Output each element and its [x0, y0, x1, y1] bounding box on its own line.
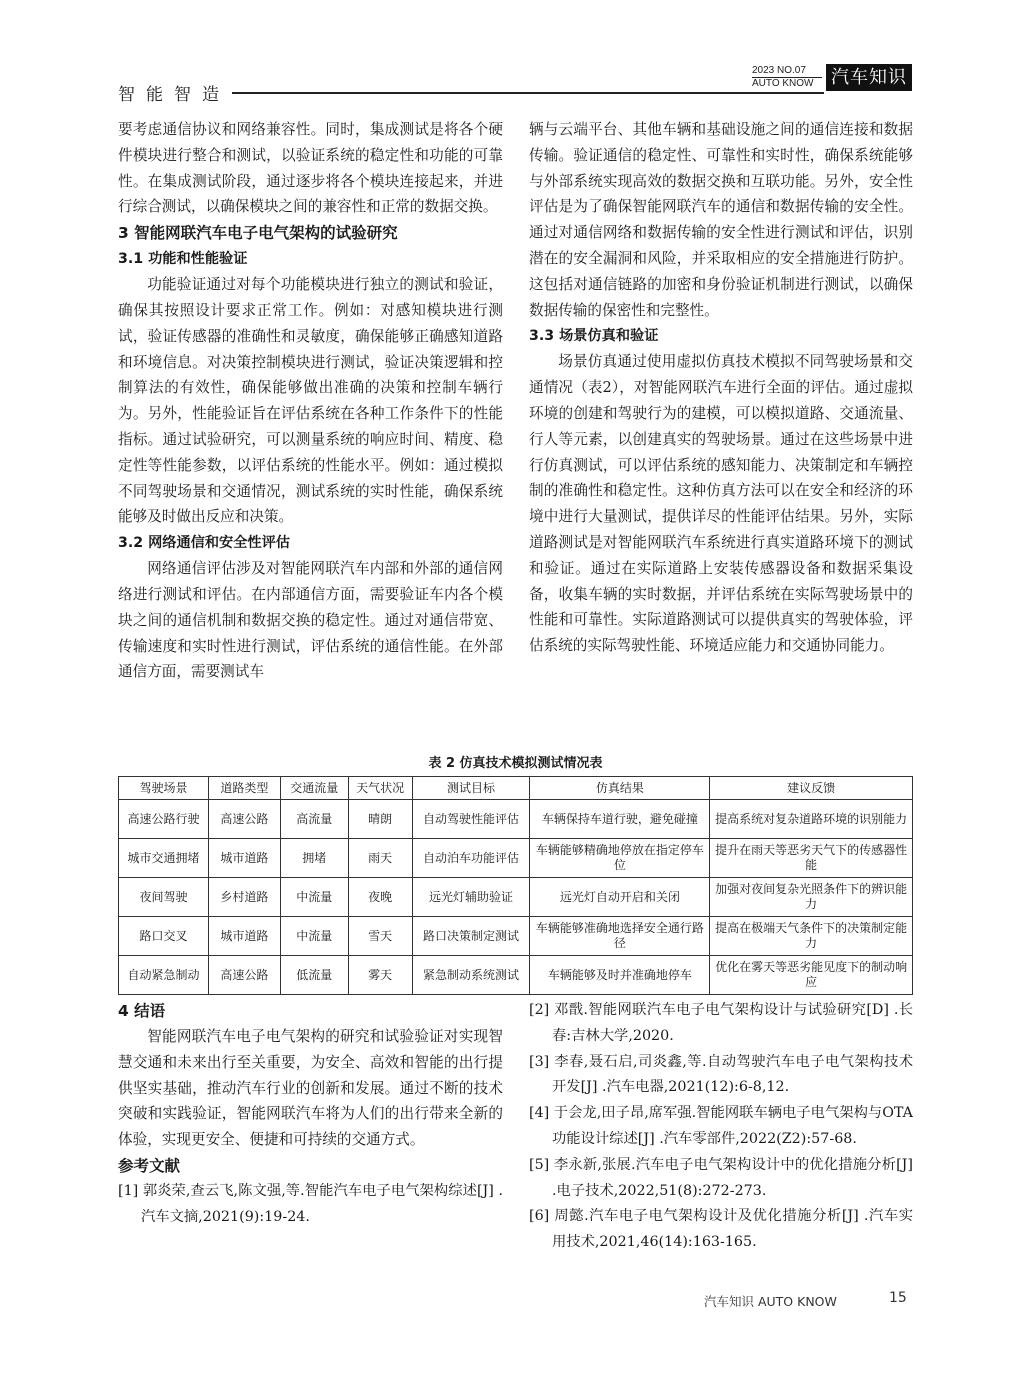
reference-item: [4] 于会龙,田子昂,席军强.智能网联车辆电子电气架构与OTA功能设计综述[J] .汽车零部件,2022(Z2):57-68.: [529, 1105, 913, 1147]
subsection-heading: 3.2 网络通信和安全性评估: [118, 535, 290, 552]
paragraph: 要考虑通信协议和网络兼容性。同时，集成测试是将各个硬件模块进行整合和测试，以验证系统的稳定性和功能的可靠性。在集成测试阶段，通过逐步将各个模块连接起来，并进行综合测试，以确保模块之间的兼容性和正常的数据交换。: [118, 121, 503, 216]
section-heading: 3 智能网联汽车电子电气架构的试验研究: [118, 224, 398, 243]
table-cell: 远光灯自动开启和关闭: [530, 878, 710, 917]
table-header: 仿真结果: [530, 777, 710, 800]
table-header: 测试目标: [412, 777, 530, 800]
table-cell: 高速公路: [208, 800, 280, 839]
table-caption: 表 2 仿真技术模拟测试情况表: [428, 756, 603, 771]
table-header: 天气状况: [348, 777, 412, 800]
subsection-heading: 3.1 功能和性能验证: [118, 251, 248, 268]
table-cell: 夜间驾驶: [119, 878, 209, 917]
right-column-bottom: [529, 998, 913, 1256]
table-cell: 车辆能够精确地停放在指定停车位: [530, 839, 710, 878]
table-cell: 自动驾驶性能评估: [412, 800, 530, 839]
table-cell: 提高在极端天气条件下的决策制定能力: [710, 917, 913, 956]
table-cell: 提升在雨天等恶劣天气下的传感器性能: [710, 839, 913, 878]
table-header: 交通流量: [280, 777, 348, 800]
table-row: [119, 917, 913, 956]
table-row: [119, 839, 913, 878]
reference-item: [3] 李春,聂石启,司炎鑫,等.自动驾驶汽车电子电气架构技术开发[J] .汽车电器,2021(12):6-8,12.: [529, 1053, 913, 1096]
magazine-en: AUTO KNOW: [752, 78, 814, 89]
table-cell: 夜晚: [348, 878, 412, 917]
table-cell: 自动泊车功能评估: [412, 839, 530, 878]
table-cell: 低流量: [280, 956, 348, 995]
table-header-row: [119, 777, 913, 800]
table-row: [119, 800, 913, 839]
reference-item: [6] 周懿.汽车电子电气架构设计及优化措施分析[J] .汽车实用技术,2021,46(14):163-165.: [529, 1208, 913, 1251]
table-cell: 路口交叉: [119, 917, 209, 956]
table-cell: 雨天: [348, 839, 412, 878]
table-cell: 拥堵: [280, 839, 348, 878]
header-rule: [232, 92, 824, 94]
table-header: 道路类型: [208, 777, 280, 800]
left-column-top: [118, 117, 503, 685]
section-heading: 4 结语: [118, 1002, 166, 1020]
table-cell: 优化在雾天等恶劣能见度下的制动响应: [710, 956, 913, 995]
references-heading: 参考文献: [118, 1156, 181, 1175]
paragraph: 场景仿真通过使用虚拟仿真技术模拟不同驾驶场景和交通情况（表2），对智能网联汽车进行全面的评估。通过虚拟环境的创建和驾驶行为的建模，可以模拟道路、交通流量、行人等元素，以创建真实的驾驶场景。通过在这些场景中进行仿真测试，可以评估系统的感知能力、决策制定和车辆控制的准确性和稳定性。这种仿真方法可以在安全和经济的环境中进行大量测试，提供详尽的性能评估结果。另外，实际道路测试是对智能网联汽车系统进行真实道路环境下的测试和验证。通过在实际道路上安装传感器设备和数据采集设备，收集车辆的实时数据，并评估系统在实际驾驶场景中的性能和可靠性。实际道路测试可以提供真实的驾驶体验，评估系统的实际驾驶性能、环境适应能力和交通协同能力。: [529, 353, 913, 655]
paragraph: 辆与云端平台、其他车辆和基础设施之间的通信连接和数据传输。验证通信的稳定性、可靠性和实时性，确保系统能够与外部系统实现高效的数据交换和互联功能。另外，安全性评估是为了确保智能网联汽车的通信和数据传输的安全性。通过对通信网络和数据传输的安全性进行测试和评估，识别潜在的安全漏洞和风险，并采取相应的安全措施进行防护。这包括对通信链路的加密和身份验证机制进行测试，以确保数据传输的保密性和完整性。: [529, 121, 913, 319]
table-cell: 高速公路行驶: [119, 800, 209, 839]
table-cell: 紧急制动系统测试: [412, 956, 530, 995]
table-cell: 城市交通拥堵: [119, 839, 209, 878]
footer-magazine: 汽车知识 AUTO KNOW: [704, 1294, 837, 1309]
table-cell: 城市道路: [208, 917, 280, 956]
section-title: 智能智造: [118, 85, 230, 105]
reference-item: [2] 邓戬.智能网联汽车电子电气架构设计与试验研究[D] .长春:吉林大学,2020.: [529, 1002, 913, 1044]
subsection-heading: 3.3 场景仿真和验证: [529, 328, 659, 345]
table-cell: 自动紧急制动: [119, 956, 209, 995]
table-cell: 提高系统对复杂道路环境的识别能力: [710, 800, 913, 839]
paragraph: 智能网联汽车电子电气架构的研究和试验验证对实现智慧交通和未来出行至关重要，为安全、高效和智能的出行提供坚实基础，推动汽车行业的创新和发展。通过不断的技术突破和实践验证，智能网联汽车将为人们的出行带来全新的体验，实现更安全、便捷和可持续的交通方式。: [118, 1028, 503, 1149]
table-row: [119, 878, 913, 917]
left-column-bottom: [118, 998, 503, 1231]
paragraph: 功能验证通过对每个功能模块进行独立的测试和验证，确保其按照设计要求正常工作。例如：对感知模块进行测试，验证传感器的准确性和灵敏度，确保能够正确感知道路和环境信息。对决策控制模块进行测试，验证决策逻辑和控制算法的有效性，确保能够做出准确的决策和控制车辆行为。另外，性能验证旨在评估系统在各种工作条件下的性能指标。通过试验研究，可以测量系统的响应时间、精度、稳定性等性能参数，以评估系统的性能水平。例如：通过模拟不同驾驶场景和交通情况，测试系统的实时性能，确保系统能够及时做出反应和决策。: [118, 276, 503, 526]
table-cell: 加强对夜间复杂光照条件下的辨识能力: [710, 878, 913, 917]
table-cell: 车辆能够准确地选择安全通行路径: [530, 917, 710, 956]
page-number: 15: [889, 1290, 907, 1306]
table-cell: 雪天: [348, 917, 412, 956]
table-cell: 高流量: [280, 800, 348, 839]
table-cell: 乡村道路: [208, 878, 280, 917]
right-column-top: [529, 117, 913, 659]
table-cell: 远光灯辅助验证: [412, 878, 530, 917]
table-cell: 雾天: [348, 956, 412, 995]
table-cell: 中流量: [280, 917, 348, 956]
table-header: 驾驶场景: [119, 777, 209, 800]
table-row: [119, 956, 913, 995]
simulation-table: [118, 776, 913, 995]
issue-info: [752, 65, 822, 89]
table-cell: 高速公路: [208, 956, 280, 995]
reference-item: [5] 李永新,张展.汽车电子电气架构设计中的优化措施分析[J] .电子技术,2022,51(8):272-273.: [529, 1156, 913, 1199]
table-cell: 晴朗: [348, 800, 412, 839]
reference-item: [1] 郭炎荣,查云飞,陈文强,等.智能汽车电子电气架构综述[J] .汽车文摘,2021(9):19-24.: [118, 1182, 503, 1225]
table-header: 建议反馈: [710, 777, 913, 800]
table-cell: 车辆保持车道行驶，避免碰撞: [530, 800, 710, 839]
magazine-logo: 汽车知识: [826, 64, 912, 91]
year-issue: 2023 NO.07: [752, 65, 822, 78]
table-cell: 路口决策制定测试: [412, 917, 530, 956]
table-cell: 车辆能够及时并准确地停车: [530, 956, 710, 995]
table-cell: 中流量: [280, 878, 348, 917]
paragraph: 网络通信评估涉及对智能网联汽车内部和外部的通信网络进行测试和评估。在内部通信方面，需要验证车内各个模块之间的通信机制和数据交换的稳定性。通过对通信带宽、传输速度和实时性进行测试，评估系统的通信性能。在外部通信方面，需要测试车: [118, 560, 503, 681]
table-cell: 城市道路: [208, 839, 280, 878]
